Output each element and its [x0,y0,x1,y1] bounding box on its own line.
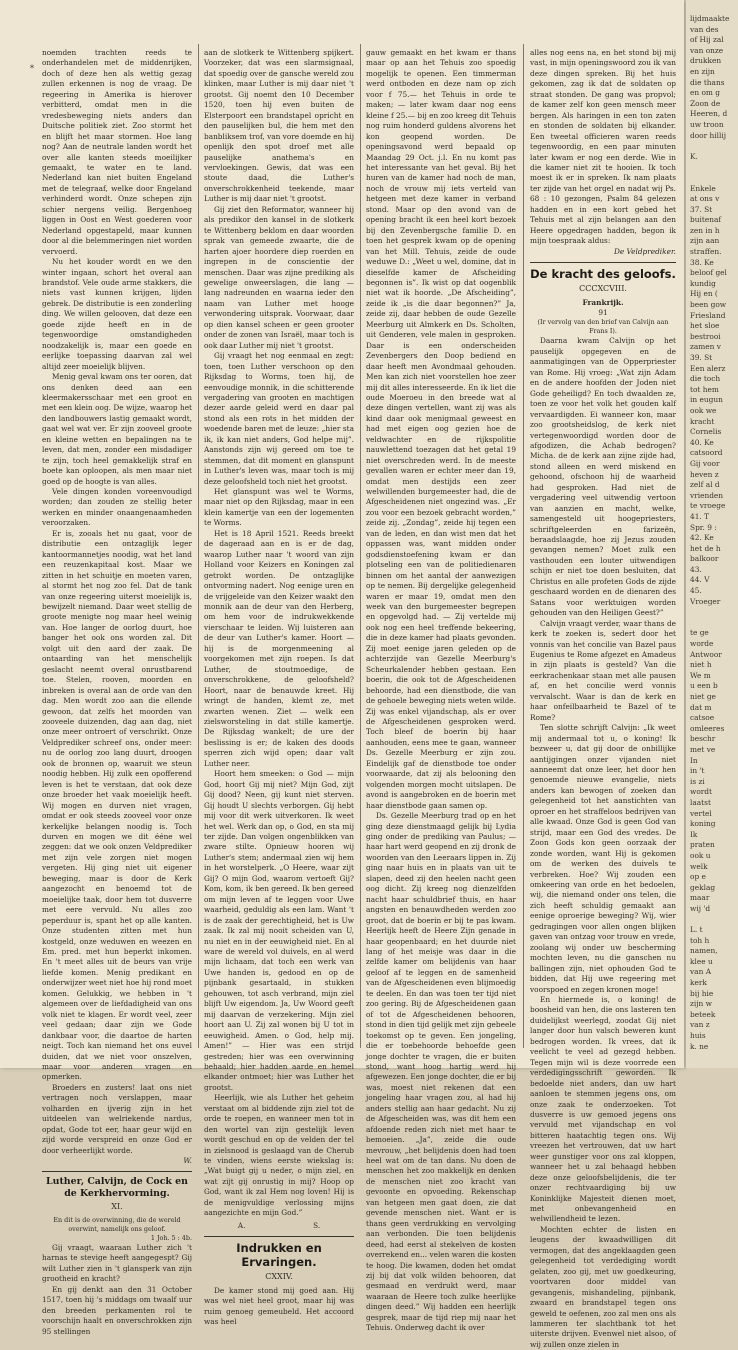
paragraph: Calvijn vraagt verder, waar thans de kerk te zoeken is, sedert door het vonnis van het concilie van Bazel paus Eugenius te Rome afgezet en Amadeus in zijn plaats is gesteld? Van die eerkrachenkaar staan met alle pausen af, en het concilie werd vonnis vervalscht. Waar is dan de kerk en haar onfeilbaarheid te Bazel of te Rome? [530,618,676,722]
paragraph: Gij ziet den Reformator, wanneer hij als predikor den kansel in de slotkerk te Wittenberg beklom en daar woorden sprak van gemeede zwaarte, die de harten ajoer hoordere diep roerden en ingrepen in de conscientie der menschen. Daar was zijne prediking als gewelige onweerslagen, die lang — lang nadreunden en waarna ieder den naam van Luther met hooge verwondering uitsprak. Voorwaar, daar op dien kansel scheen er geen grooter onder de zonen van Israël, maar toch is ook daar Luther mij niet 't grootst. [204,204,354,350]
paragraph: De kamer stond mij goed aan. Hij was wel niet heel groot, maar hij was ruim genoeg gemeubeld. Het accoord was heel [204,1285,354,1327]
paragraph: Gij vraagt het nog eenmaal en zegt: toen, toen Luther verschoon op den Rijksdag to Worms, toen hij, de eenvoudige monnik, in die schitterende vergadering van grooten en machtigen dezer aarde geleid werd en daar pal stond als een rots in het midden der woedende baren met de leuze: „hier sta ik, ik kan niet anders, God helpe mij”. Aanstonds zijn wij gereed om toe te stemmen, dat dit moment en glanspunt in Luther's leven was, maar toch is mij deze geloofsheld toch niet het grootst. [204,351,354,486]
paragraph: Vele dingen konden voreenvoudigd worden; dan zouden ze stellig beter werken en minder onaangenaamheden veroorzaken. [42,487,192,528]
paragraph: Ds. Gezelle Meerburg trad op en het ging deze dienstmaagd gelijk bij Lydia ging onder de prediking van Paulus; — haar hart werd geopend en zij dronk de woorden van den Leeraars lippen in. Zij ging naar huis en in plaats van uit te slapen, deed zij den heelen nacht geen oog dicht. Zij kreeg nog dienzelfden nacht haar schuldbrief thuis, en haar angsten en benauwdheden werden zoo groot, dat de boerin er bij te pas kwam. Heerlijk heeft de Heere Zijn genade in haar geopenbaard; en het duurde niet lang of het meisje was daar in die zelfde kamer om belijdenis van haar geloof af te leggen en de samenheid van de Afgescheidenen even blijmoedig te deelen. En dan was toen ter tijd niet zoo gering. Bij de Afgescheidenen gaan of tot de Afgescheidenen behooren, stond in dien tijd gelijk met zijn gebeele toekomst op te geven. Een jongeling, die er toebehoorde behoefde geen jonge dochter te vragen, die er buiten stond, want hoog hartig werd hij afgewezen. Een jonge dochter, die er bij was, moest niet rekenen dat een jongeling haar vragen zou, al had hij anders stellig aan haar gedacht. Nu zij de Afgescheiden was, was dit hem een afdoende reden zich niet met haar te bemoeien. „Ja”, zeide die oude mevrouw, „het belijdenis doen had toen heel wat om de tan dans. Nu doen de menschen het zoo makkelijk en denken de menschen niet zoo kracht van gevoonte en opvoeding. Rekenschap van hetgeen men gaat doen, zie dat gevende menschen niet. Want er is thans geen verdrukking en vervolging aan verbonden. Die toen belijdenis deed, had eerst al stekelven de kosten overrekend en... velen waren die kosten te hoog. Die kwamen, doden het omdat zij bij dat volk wilden behooren, dat gesmaad en verdrukt werd, maar waaraan de Heere toch zulke heerlijke dingen deed.” Wij hadden een heerlijk gesprek, maar de tijd riep mij naar het Tehuis. Onderweg dacht ik over [366,811,516,1333]
adjacent-page-edge [686,0,738,1068]
initial-right: S. [313,1220,321,1230]
section-divider [530,262,676,263]
author-initials [204,1221,354,1231]
paragraph: Hoort hem smeeken: o God — mijn God, hoort Gij mij niet? Mijn God, zijt Gij dood? Neen, gij kunt niet sterven. Gij houdt U slechts verborgen. Gij hebt mij voor dit werk uitverkoren. Ik weet het wel. Werk dan op, o God, en sta mij ter zijde. Dan volgen ongenblikken van zware stilte. Opnieuw hooren wij Luther's stem; andermaal zien wij hem in het worstelperk. „O Heere, waar zijt Gij? O mijn God, waarom vertoeft Gij? Kom, kom, ik ben gereed. Ik ben gereed om mijn leven af te leggen voor Uwe waarheid, geduldig als een lam. Want 't is de zaak der gerechtigheid, het is Uw zaak. Ik zal mij nooit scheiden van U, nu niet en in der eeuwigheid niet. En al ware de wereld vol duivels, en al werd mijn lichaam, dat toch een werk van Uwe handen is, gedood en op de pijnbank gesartaald, in stukken gehouwen, tot asch verbrand, mijn ziel blijft Uw eigendom. Ja, Uw Woord geeft mij daarvan de verzekering. Mijn ziel hoort aan U. Zij zal wonen bij U tot in eeuwigheid. Amen. o God, help mij. Amen!” — Hier was een strijd gestreden; hier was een overwinning behaald; hier hadden aarde en hemel elkander ontmoet; hier was Luther het grootst. [204,769,354,1092]
paragraph: En gij denkt aan den 31 October 1517, toen hij 's middags om twaalf uur den breeden perkamenten rol te voorschijn haalt en onverschrokken zijn 95 stellingen [42,1284,192,1336]
paragraph: aan de slotkerk te Wittenberg spijkert. Voorzeker, dat was een slarmsignaal, dat spoedig over de gansche wereld zou klinken, maar Luther is mij daar niet 't grootst. Gij noemt den 10 December 1520, toen hij even buiten de Elsterpoort een brandstapel opricht en den pauselijken bul, die hem met den banbliksem trof, van vore doemde en hij openlijk den spot droef met alle pauselijke anathema's en vervloekingen. Gewis, dat was een stoute daad, die Luther's onverschrokkenheid teekende, maar Luther is mij daar niet 't grootst. [204,48,355,204]
column-1 [42,48,192,1336]
column-2 [204,48,355,1327]
margin-mark: * [30,64,34,73]
epigraph-reference: 1 Joh. 5 : 4b. [150,1233,192,1242]
paragraph: Gij vraagt, waaraan Luther zich 't harnas te stevige heeft aangegespt? Gij wilt Luther zien in 't glansperk van zijn grootheid en kracht? [42,1242,192,1284]
paragraph: Het glanspunt was wel te Worms, maar niet op den Rijksdag, maar in een klein kamertje van een der logementen te Worms. [204,487,354,528]
paragraph: alles nog eens na, en het stond bij mij vast, in mijn openingswoord zou ik van deze dingen spreken. Bij het huis gekomen, zag ik dat de soldaten op straat stonden. De gang was propvol; de kamer zelf kon geen mensch meer bergen. Als haringen in een ton zaten en stonden de soldaten bij elkander. Een tweetal officieren waren reeds tegenwoordig, en een paar minuten later kwam er nog een derde. Wie in die kamer niet zit te hooien. Ik toch moest ik er in spreken. Ik nam plaats ter zijde van het orgel en nadat wij Ps. 68 : 10 gezongen, Psalm 84 gelezen hadden en in een kort gebed het Tehuis met al zijn belangen aan den Heere opgedragen hadden, begon ik mijn toespraak aldus: [530,48,676,246]
adjacent-page-text: lijdmaakte van des of Hij zal van onze drukken en zijn die thans en om g Zoon de Heeren, d uw troon door hillij K. Enkele at ons v 37. St buitenaf zen in h zijn aan straffen. 38. Ke beloof gel kundig Hij en ( been gow Friesland het sloe bestrooi zamen v 39. St Een alerz die toch tot hem in eugun ook we kracht Cornelis 40. Ke catsoord Gij voor heven z zelf al d vrienden te vroege 41. T Spr. 9 : 42. Ke het de h balkoor 43. 44. V 45. Vroeger te ge worde Antwoor niet h We m u een b niet ge dat m catsoe omleeres beschr met ve In in 't is zi wordt laatst vertel koning Ik praten ook u welk op e geklag maar wij 'd L. t toh h namen, klee u van A kerk bij hie zijn w beteek van z huis k. ne [690,14,730,1051]
paragraph: Ten slotte schrijft Calvijn: „Ik weet mij andermaal tot u, o koning! Ik bezweer u, dat gij door de onbillijke aantijgingen onzer vijanden niet aanneemt dat onze leer, het door hen genoemde nieuwe evangelie, niets anders kan bewogen of zoeken dan gelegenheid tot het aanstichten van oproer en het straffeloos bedrijven van alle kwaad. Onze God is geen God van strijd, maar een God des vredes. De Zoon Gods kon geen oorzaak der zonde worden, want Hij is gekomen om de werken des duivels te verbreken. Hoe? Wij zouden een omkeering van orde en het bedoelen, wij, die niemand onder ons telen, die zich heeft schuldig gemaakt aan eenige oproerige beweging? Wij, wier gedragingen voor allen ongen blijken gaven van ontzag voor trouw en vrede, zoolang wij onder uw bescherming mochten leven, nu die ganschen nu ballingen zijn, niet ophouden God te bidden, dat Hij uwe regeering met voorspoed en zegen kronen moge! [530,723,676,994]
paragraph: Mochten echter de listen en leugens der kwaadwilligen dit vermogen, dat des angeklaagden geen gelegenheid tot verdediging wordt gelaten, zoo gij, met uw goedkeuring, voortvaren door middel van gevangenis, mishandeling, pijnbank, zwaard en brandstapel tegen ons geweld te oefenen, zoo zal men ons als lammeren ter slachtbank tot het uiterste drijven. Evenwel niet alsoo, of wij zullen onze zielen in [530,1224,676,1349]
intro-note: (Ir vervolg van den brief van Calvijn aan Frans I). [537,318,669,336]
paragraph: En hiermede is, o koning! de boosheid van hen, die ons lasteren ten duidelijkst weerlegd, zoodat Gij niet langer door hun valsch beweren kunt bedrogen worden. Ik vrees, dat ik veelicht te veel ad gezegd hebben. Tegen mijn wil is deze voorrede een verdedigingsschrift geworden. Ik bedoelde niet anders, dan uw hart aanloen te stemmen jegens ons, om onze zaak te onderzoeken. Tot dusverre is uw gemoed jegens ons vervuld met vijandschap en vol bitteren haatachtig tegen ons. Wij vreezen het vertrouwen, dat uw hart weer gunstiger voor ons zal kloppen, wanneer het u zal behaagd hebben deze onze geloofsbelijdenis, die ter onzer rechtvaardiging bij uw Koninklijke Majesteit dienen moet, met onbevangenheid en welwillendheid te lezen. [530,994,676,1224]
paragraph: gauw gemaakt en het kwam er thans maar op aan het Tehuis zoo spoedig mogelijk te openen. Een timmerman werd ontboden en deze nam op zich voor f 75.— het Tehuis in orde te maken; — later kwam daar nog eens kleine f 25.— bij en zoo kreeg dit Tehuis nog ruim honderd guldens alvorens het kon geopend worden. De openingsavond werd bepaald op Maandag 29 Oct. j.l. En nu komt pas het interessante van het geval. Bij het huren van de kamer had noch de man, noch de vrouw mij iets verteld van hetgeen met deze kamer in verband stond. Maar op den avond van de opening bracht ik een heel kort bezoek bij den Zevenbergsche familie D. en toen het gesprek kwam op de opening van het Mill. Tehuis, zeide de oude weduwe D.: „Weet u wel, domine, dat in dieselfde kamer de Afscheiding begonnen is”. Ik wist op dat oogenblik niet wat ik hoorde. „De Afscheiding”, zeide ik „is die daar begonnen?” Ja, zeide zij, daar hebben de oude Gezelle Meerburg uit Almkerk en Ds. Scholten, uit Genderen, vele malen in gesproken. Daar is een onderscheiden Zevenbergers den Doop bediend en daar heeft men Avondmaal gehouden. Men kan zich niet voorstellen hoe zeer mij dit alles interesseerde. En ik liet die oude Moeroeu in den breede wat al deze dingen vertellen, want zij was als kind daar ook menigmaal geweest en had met eigen oog gezien hoe de veldwachter en de rijkspolitie nauwlettend toezagen dat het getal 19 niet overschreden werd. In de meeste gevallen waren er echter meer dan 19, omdat men destijds een zeer welwillenden burgemeester had, die de Afgescheidenen niet ongezind was. „Er zou voor een bezoek gebracht worden,” zeide zij. „Zondag”, zeide hij tegen een van de leden, en dan wist men dat het oppassen was, want midden onder godsdienstoefening kwam er dan plotseling een van de politiedienaren binnen om het aantal der aanwezigen op te nemen. Bij dergelijke gelegenheid waren er maar 19, omdat men den week van den burgemeester begrepen en opgevolgd had. — Zij vertelde mij ook nog een heel treffende bekeering, die in deze kamer had plaats gevonden. Zij moet eenige jaren geleden op de achterzijde van Gezelle Meerburg's Scheurkalender hebben gestaan. Een boerin, die ook tot de Afgescheidenen behoorde, had een dienstbode, die van de gehoele beweging niets weten wilde. Zij was enkel vijandschap, als er over de Afgescheidenen gesproken werd. Toch bleef de boerin bij haar aanhouden, eens mee te gaan, wanneer Ds. Gezelle Meerburg er zijn zou. Eindelijk gaf de dienstbode toe onder voorwaarde, dat zij als belooning den volgenden morgen mocht uitslapen. De avond is aangebroken en de boerin met haar dienstbode gaan samen op. [366,48,516,810]
paragraph: Heerlijk, wie als Luther het geheim verstaat om al biddende zijn ziel tot de orde te roepen, en wanneer men tot in den wortel van zijn gestelijk leven wordt geschud en op de velden der tel in zielsnood is geslaagd van de Cherub te vinden, wiens eerste wiekslag is: „Wat buigt gij u neder, o mijn ziel, en wat zijt gij onrustig in mij? Hoop op God, want ik zal Hem nog loven! Hij is de menigvuldige verlossing mijns aangezichte en mijn God.” [204,1093,354,1218]
column-rule [360,44,361,1048]
paragraph: Nu het kouder wordt en we den winter ingaan, schort het overal aan brandstof. Vele oude arme stakkers, die niets vast kunnen krijgen, lijden gebrek. De distributie is een zonderling ding. We willen gelooven, dat deze een goede zijde heeft en in de tegenwoordige omstandigheden noodzakelijk is, maar een goede en eerlijke toepassing daarvan zal wel altijd zeer moeielijk blijven. [42,257,192,371]
paragraph: Menig geval kwam ons ter ooren, dat ons denken deed aan een kleermakersschaar met een groot en met een klein oog. De wijze, waarop het den landbouwers lastig gemaakt wordt, gaat wel wat ver. Er zijn zooveel groote en kleine wetten en bepalingen na te leven, dat men, zonder een misdadiger te zijn, toch heel gemakkelijk straf en boete kan oploopen, als men maar niet goed op de hoogte is van alles. [42,372,192,486]
section-number: CCCXCVIII. [579,284,627,294]
section-number: CXXIV. [265,1272,293,1282]
place-heading: Frankrijk. [582,297,624,307]
column-4 [530,48,676,1349]
epigraph: En dit is de overwinning, die de wereld overwint, namelijk ons geloof. [53,1215,181,1233]
article-number: 91 [598,307,608,317]
section-title: De kracht des geloofs. [530,267,676,282]
column-3 [366,48,516,1333]
section-divider [42,1171,192,1172]
section-title: Luther, Calvijn, de Cock en de Kerkhervorming. [46,1176,188,1199]
section-number: XI. [111,1202,123,1212]
paragraph: Het is 18 April 1521. Reeds breekt de dageraad aan en is er de dag, waarop Luther naar 't woord van zijn Holland voor Keizers en Koningen zal getrokt worden. De ontzaglijke ontvorming nadert. Nog eenige uren en de vrijgeleide van den Keizer waakt den monnik aan de deur van den Herberg, om hem voor de indrukwekkende vierschaar te leiden. Wij luisteren aan de deur van Luther's kamer. Hoort — hij is de morgenmeening al voorgekomen met zijn roepen. Is dat Luther, de stoutmoedige, de onverschrokkene, de geloofsheld? Hoort, naar de benauwde kreet. Hij wringt de handen, klemt ze, met zwarten wenen. Ziet — welk een zielsworsteling in dat stille kamertje. De Rijksdag wankelt; de ure der beslissing is er; de kaken des doods sperren zich wijd open; daar valt Luther neer. [204,528,354,768]
column-rule [523,44,524,1048]
signature: De Veldprediker. [613,246,676,256]
paragraph: Broeders en zusters! laat ons niet vertragen noch verslappen, maar volharden en ijverig zijn in het uitdeelen van welriekende nardus, opdat, Gode tot eer, haar geur wijd en zijd worde verspreid en onze God er door verheerlijkt worde. [42,1082,192,1155]
paragraph: noemden trachten reeds te onderhandelen met de middenrijken, doch of deze hen als wettig gezag zullen erkennen is nog de vraag. De regeering in Amerika is hierover verbitterd, omdat men in die vredesbeweging niets anders dan Duitsche politiek ziet. Zoo stormt het en blijft het maar stormen. Hoe lang nog? Aan de neutrale landen wordt het over alle kanten steeds moeilijker gemaakt, te water en te land. Nederland kan niet buiten Engeland met de telegraaf, welke door Engeland verhinderd wordt. Onze schepen zijn schier nergens veilig. Bergenhoeg liggen in Oost en West goederen voor Nederland opgestapeld, maar kunnen door al die belemmeringen niet worden vervoerd. [42,48,192,256]
paragraph: Er is, zooals het nu gaat, voor de distributie een ontzaglijk leger kantoormannetjes noodig, wat het land een reuzenkapitaal kost. Maar we zitten in het schuitje en moeten varen, al stormt het nog zoo fel. Dat de tank van onze regeering uiterst moeielijk is, bewijzelt niemand. Daar weet stellig de groote menigte nog maar heel weinig van. Hoe langer de oorlog duurt, hoe banger het ook ons worden zal. Dit volgt uit den aard der zaak. De ontaarding van het menschelijk geslacht neemt overal onrustbarend toe. Stelen, rooven, moorden en inbreken is overal aan de orde van den dag. Men wordt zoo aan die ellende gewoon, dat zelfs het moorden van zooveele duizenden, dag aan dag, niet onze meer ontroert of verschrikt. Onze Veldprediker schreef ons, onder meer: nu de oorlog zoo lang duurt, droogen ook de bronnen op, waaruit we steun noodig hebben. Hij zulk een opofferend leven is het te verstaan, dat ook deze onze broeder het vaak moeielijk heeft. Wij mogen en durven niet vragen, omdat er ook steeds zooveel voor onze kerkelijke belangen noodig is. Toch durven en mogen we dit ééne wel zeggen: dat we ook onzen Veldprediker met zijn vele zorgen niet mogen vergeten. Hij ging niet uit eigener beweging, maar is door de Kerk aangezocht en benoemd tot de moeielijke taak, door hem tot dusverre met eere vervuld. Nu alles zoo peperduur is, spant het op alle kanten. Onze studenten zitten met hun kostgeld, onze weduwen en weezen en Em. pred. met hun beperkt inkomen. En 't meet alles uit de beurs van vrije liefde komen. Menig predikant en onderwijzer weet niet hoe hij rond moet komen. Gelukkig, we hebben in 't algemeen over de liefdadigheid van ons volk niet te klagen. Er wordt veel, zeer veel gedaan; daar zijn we Gode dankbaar voor, die daartoe de harten neigt. Toch kan niemand het ons euvel duiden, dat we niet voor onszelven, maar voor anderen vragen en opmerken. [42,528,192,1082]
column-rule [198,44,199,1048]
paragraph: Daarna kwam Calvijn op het pauselijk opgegeven en de aanmatigingen van de Opperpriester van Rome. Hij vroeg: „Wat zijn Adam en de andere hoofden der Joden niet Gode geheiligd? En toch dwaalden ze, toen ze voor het volk het gouden kalf vervaardigden. Ei wanneer kon, maar zoo grootsheidslog, de kerk niet vertegenwoordigd worden door de afgodizen, die Achab bedrogen? Micha. de de kerk aan zijne zijde had, stond alleen en werd miskend en gehoond, ofschoon hij de waarheid had gesproken. Had niet de vergadering veel uitwendig vertoon van aanzien en macht, welke, samengesteld uit hoogepriesters, schriftgeleerden en farizeën, beraadslaagde, hoe zij Jezus zouden gevangen nemen? Moet zulk een vasthouden een louter uitwendigen schijn er niet toe doen besluiten, dat Christus en alle profeten Gods de zijde geschaard worden en de dienaren des Satans voor werktuigen worden gehouden van den Heiligen Geest?” [530,336,676,618]
initial-left: A. [237,1220,246,1230]
section-divider [204,1236,354,1237]
signature: W. [183,1156,192,1166]
section-title: Indrukken en Ervaringen. [236,1241,322,1270]
